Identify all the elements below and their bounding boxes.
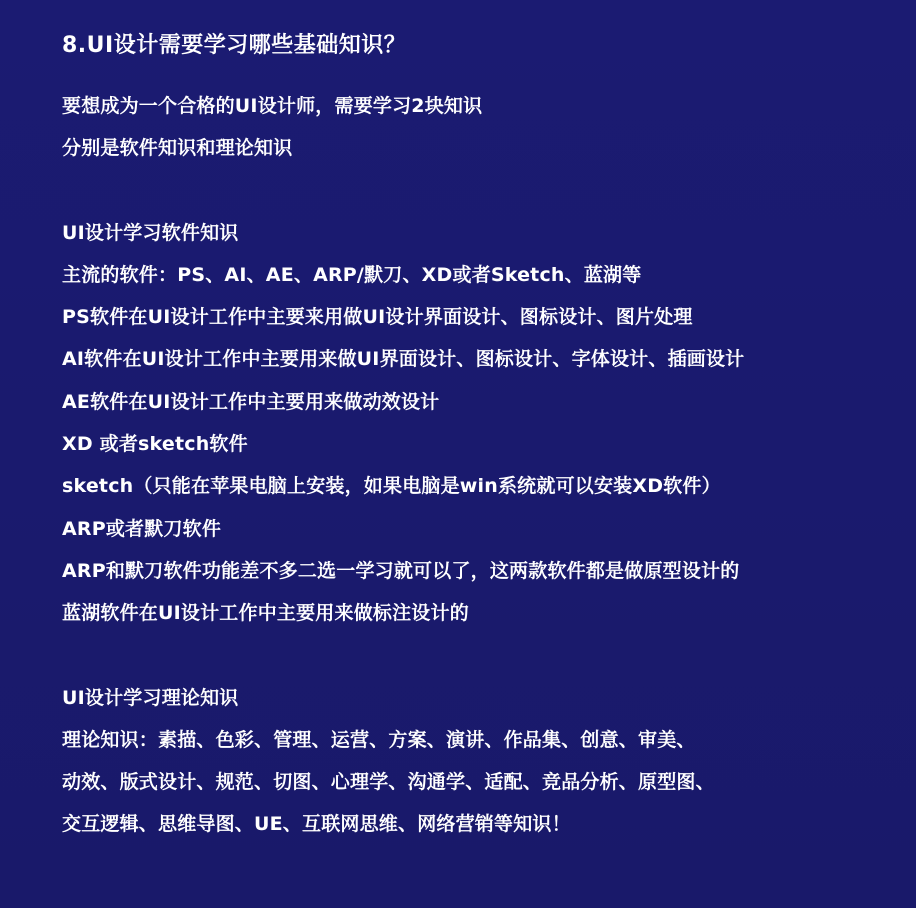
theory-line: 交互逻辑、思维导图、UE、互联网思维、网络营销等知识！ (62, 813, 571, 836)
article (62, 24, 908, 846)
intro-paragraph (62, 85, 908, 170)
paragraph-spacer (62, 635, 908, 677)
software-line: XD 或者sketch软件 (62, 433, 248, 456)
software-section (62, 212, 908, 635)
software-line: AI软件在UI设计工作中主要用来做UI界面设计、图标设计、字体设计、插画设计 (62, 348, 745, 371)
section-heading-theory: UI设计学习理论知识 (62, 686, 239, 709)
intro-line: 分别是软件知识和理论知识 (62, 137, 293, 160)
software-line: PS软件在UI设计工作中主要来用做UI设计界面设计、图标设计、图片处理 (62, 306, 693, 329)
page-title: 8.UI设计需要学习哪些基础知识？ (62, 33, 407, 58)
theory-line: 动效、版式设计、规范、切图、心理学、沟通学、适配、竞品分析、原型图、 (62, 771, 715, 794)
paragraph-spacer (62, 170, 908, 212)
software-line: ARP或者默刀软件 (62, 517, 222, 540)
software-line: 蓝湖软件在UI设计工作中主要用来做标注设计的 (62, 602, 469, 625)
theory-line: 理论知识：素描、色彩、管理、运营、方案、演讲、作品集、创意、审美、 (62, 728, 696, 751)
theory-section (62, 677, 908, 846)
software-line: AE软件在UI设计工作中主要用来做动效设计 (62, 390, 440, 413)
software-line: sketch（只能在苹果电脑上安装，如果电脑是win系统就可以安装XD软件） (62, 475, 721, 498)
intro-line: 要想成为一个合格的UI设计师，需要学习2块知识 (62, 95, 483, 117)
section-heading-software: UI设计学习软件知识 (62, 221, 239, 244)
software-line: 主流的软件：PS、AI、AE、ARP/默刀、XD或者Sketch、蓝湖等 (62, 263, 642, 286)
software-line: ARP和默刀软件功能差不多二选一学习就可以了，这两款软件都是做原型设计的 (62, 559, 740, 582)
